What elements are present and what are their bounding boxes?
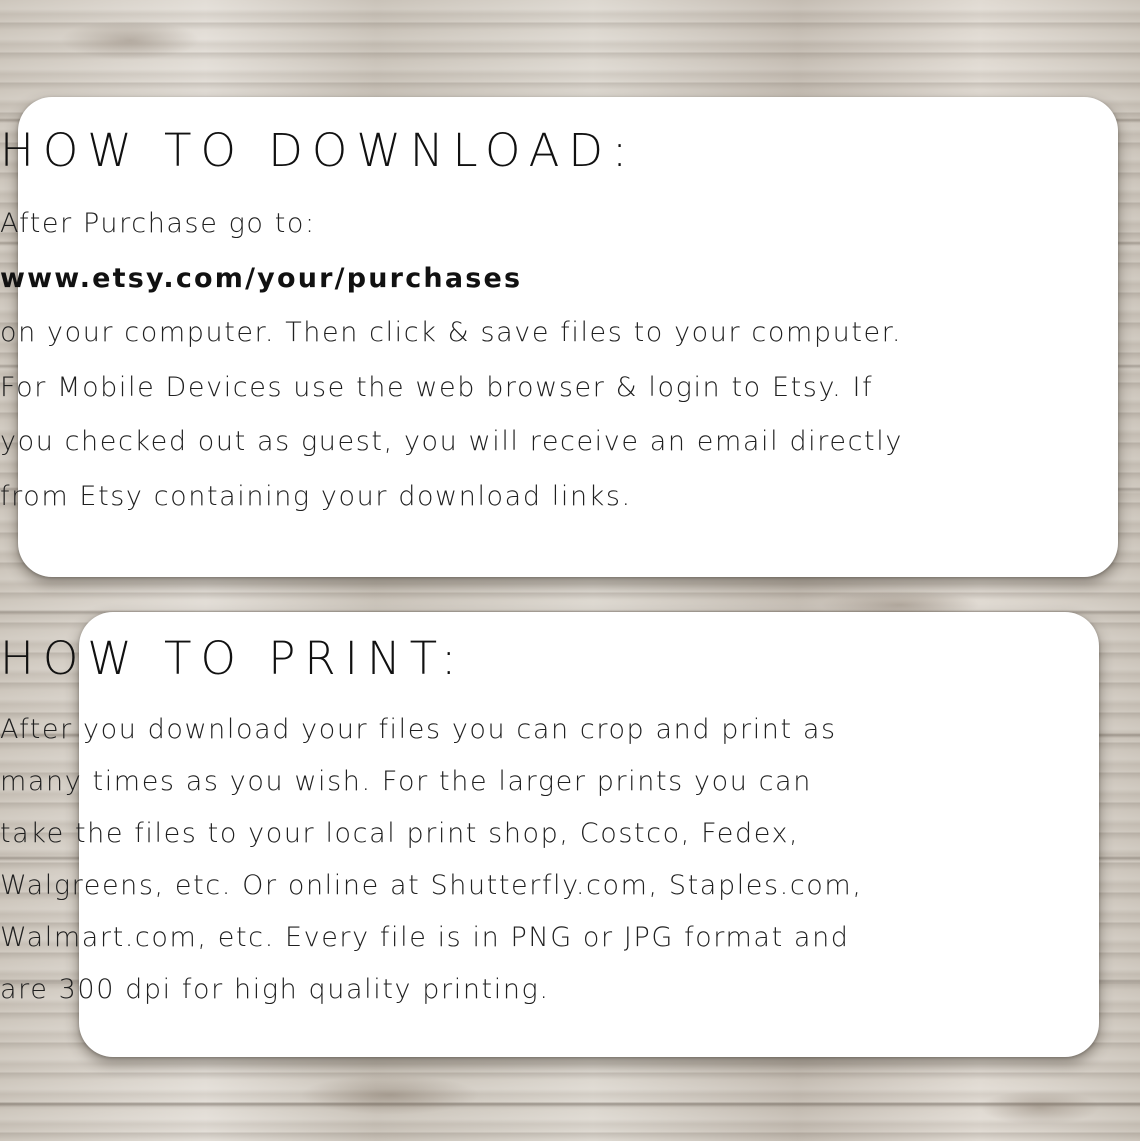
download-line-1: After Purchase go to: [0, 208, 316, 239]
print-instructions-text [0, 704, 1140, 1016]
print-line-2: many times as you wish. For the larger prints you can [0, 766, 812, 797]
print-line-6: are 300 dpi for high quality printing. [0, 974, 550, 1005]
print-line-1: After you download your files you can crop and print as [0, 714, 837, 745]
print-line-5: Walmart.com, etc. Every file is in PNG or JPG format and [0, 922, 850, 953]
download-line-6: from Etsy containing your download links. [0, 480, 632, 512]
print-line-3: take the files to your local print shop, Costco, Fedex, [0, 818, 800, 849]
download-line-4: For Mobile Devices use the web browser & login to Etsy. If [0, 371, 874, 403]
print-line-4: Walgreens, etc. Or online at Shutterfly.com, Staples.com, [0, 870, 863, 901]
wood-knot [60, 20, 200, 60]
print-heading: HOW TO PRINT: [0, 632, 466, 685]
download-line-5: you checked out as guest, you will receive an email directly [0, 426, 903, 457]
download-heading: HOW TO DOWNLOAD: [0, 124, 637, 177]
download-line-3: on your computer. Then click & save files to your computer. [0, 317, 903, 348]
wood-knot [300, 1075, 480, 1115]
purchases-url: www.etsy.com/your/purchases [0, 262, 523, 294]
wood-knot [980, 1090, 1100, 1125]
download-instructions-text [0, 197, 1140, 524]
